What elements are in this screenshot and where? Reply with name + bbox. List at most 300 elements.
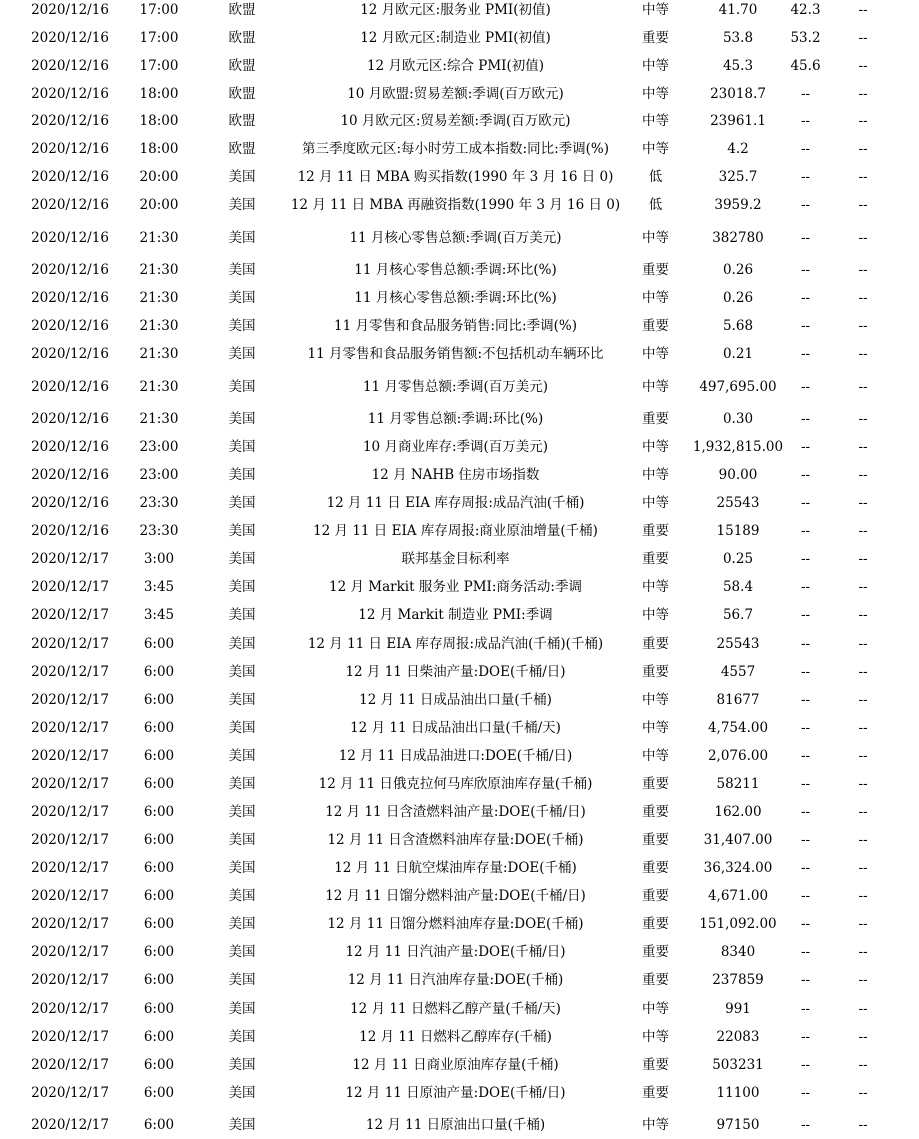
previous-value-cell: -- bbox=[858, 439, 868, 455]
actual-value-cell: 151,092.00 bbox=[699, 916, 777, 932]
table-row bbox=[0, 461, 919, 489]
time-cell: 23:00 bbox=[139, 467, 179, 483]
previous-value-cell: -- bbox=[858, 318, 868, 334]
time-cell: 23:30 bbox=[139, 495, 179, 511]
previous-value-cell: -- bbox=[858, 411, 868, 427]
importance-cell: 中等 bbox=[642, 439, 669, 455]
country-cell: 美国 bbox=[228, 346, 256, 362]
time-cell: 18:00 bbox=[139, 86, 179, 102]
event-name-cell: 12 月 11 日俄克拉何马库欣原油库存量(千桶) bbox=[318, 776, 593, 792]
table-row bbox=[0, 373, 919, 401]
country-cell: 美国 bbox=[228, 888, 256, 904]
importance-cell: 重要 bbox=[642, 1057, 669, 1073]
event-name-cell: 10 月欧元区:贸易差额:季调(百万欧元) bbox=[340, 113, 571, 129]
actual-value-cell: 3959.2 bbox=[714, 197, 762, 213]
date-cell: 2020/12/16 bbox=[31, 318, 109, 334]
actual-value-cell: 53.8 bbox=[722, 30, 754, 46]
table-row bbox=[0, 135, 919, 163]
previous-value-cell: -- bbox=[858, 636, 868, 652]
event-name-cell: 11 月核心零售总额:季调:环比(%) bbox=[354, 262, 557, 278]
event-name-cell: 12 月 11 日含渣燃料油产量:DOE(千桶/日) bbox=[325, 804, 586, 820]
forecast-value-cell: -- bbox=[800, 720, 811, 736]
table-row bbox=[0, 601, 919, 629]
country-cell: 美国 bbox=[228, 1085, 256, 1101]
country-cell: 欧盟 bbox=[228, 2, 256, 18]
date-cell: 2020/12/17 bbox=[31, 636, 109, 652]
actual-value-cell: 23961.1 bbox=[710, 113, 766, 129]
event-name-cell: 12 月欧元区:制造业 PMI(初值) bbox=[360, 30, 551, 46]
forecast-value-cell: -- bbox=[800, 916, 811, 932]
table-row bbox=[0, 24, 919, 52]
actual-value-cell: 22083 bbox=[716, 1029, 760, 1045]
forecast-value-cell: 45.6 bbox=[790, 58, 821, 74]
previous-value-cell: -- bbox=[858, 720, 868, 736]
previous-value-cell: -- bbox=[858, 776, 868, 792]
date-cell: 2020/12/16 bbox=[31, 467, 109, 483]
country-cell: 美国 bbox=[228, 720, 256, 736]
forecast-value-cell: -- bbox=[800, 86, 811, 102]
previous-value-cell: -- bbox=[858, 141, 868, 157]
time-cell: 6:00 bbox=[143, 1001, 175, 1017]
importance-cell: 重要 bbox=[642, 523, 669, 539]
country-cell: 美国 bbox=[228, 636, 256, 652]
time-cell: 6:00 bbox=[143, 748, 175, 764]
forecast-value-cell: -- bbox=[800, 748, 811, 764]
time-cell: 20:00 bbox=[139, 169, 179, 185]
forecast-value-cell: -- bbox=[800, 860, 811, 876]
date-cell: 2020/12/17 bbox=[31, 1057, 109, 1073]
importance-cell: 中等 bbox=[642, 720, 669, 736]
country-cell: 欧盟 bbox=[228, 86, 256, 102]
actual-value-cell: 15189 bbox=[716, 523, 760, 539]
importance-cell: 中等 bbox=[642, 58, 669, 74]
date-cell: 2020/12/16 bbox=[31, 379, 109, 395]
importance-cell: 重要 bbox=[642, 776, 669, 792]
table-row bbox=[0, 630, 919, 658]
date-cell: 2020/12/17 bbox=[31, 1085, 109, 1101]
previous-value-cell: -- bbox=[858, 1085, 868, 1101]
actual-value-cell: 162.00 bbox=[714, 804, 762, 820]
previous-value-cell: -- bbox=[858, 523, 868, 539]
event-name-cell: 11 月核心零售总额:季调(百万美元) bbox=[349, 230, 562, 246]
country-cell: 美国 bbox=[228, 411, 256, 427]
time-cell: 21:30 bbox=[139, 230, 179, 246]
importance-cell: 重要 bbox=[642, 804, 669, 820]
time-cell: 3:45 bbox=[143, 579, 175, 595]
previous-value-cell: -- bbox=[858, 944, 868, 960]
forecast-value-cell: 53.2 bbox=[790, 30, 821, 46]
previous-value-cell: -- bbox=[858, 916, 868, 932]
country-cell: 美国 bbox=[228, 197, 256, 213]
forecast-value-cell: -- bbox=[800, 113, 811, 129]
event-name-cell: 12 月 11 日馏分燃料油产量:DOE(千桶/日) bbox=[325, 888, 586, 904]
actual-value-cell: 4,754.00 bbox=[707, 720, 769, 736]
importance-cell: 中等 bbox=[642, 290, 669, 306]
actual-value-cell: 4,671.00 bbox=[707, 888, 769, 904]
country-cell: 美国 bbox=[228, 692, 256, 708]
importance-cell: 中等 bbox=[642, 607, 669, 623]
previous-value-cell: -- bbox=[858, 197, 868, 213]
previous-value-cell: -- bbox=[858, 748, 868, 764]
forecast-value-cell: -- bbox=[800, 495, 811, 511]
event-name-cell: 10 月商业库存:季调(百万美元) bbox=[362, 439, 549, 455]
date-cell: 2020/12/16 bbox=[31, 262, 109, 278]
country-cell: 美国 bbox=[228, 860, 256, 876]
table-row bbox=[0, 312, 919, 340]
event-name-cell: 12 月 11 日航空煤油库存量:DOE(千桶) bbox=[334, 860, 577, 876]
forecast-value-cell: -- bbox=[800, 1001, 811, 1017]
date-cell: 2020/12/16 bbox=[31, 2, 109, 18]
table-row bbox=[0, 489, 919, 517]
previous-value-cell: -- bbox=[858, 230, 868, 246]
date-cell: 2020/12/16 bbox=[31, 113, 109, 129]
forecast-value-cell: -- bbox=[800, 379, 811, 395]
actual-value-cell: 382780 bbox=[712, 230, 764, 246]
table-row bbox=[0, 938, 919, 966]
time-cell: 6:00 bbox=[143, 776, 175, 792]
event-name-cell: 12 月 Markit 制造业 PMI:季调 bbox=[358, 607, 553, 623]
time-cell: 21:30 bbox=[139, 346, 179, 362]
importance-cell: 中等 bbox=[642, 379, 669, 395]
table-row bbox=[0, 224, 919, 252]
forecast-value-cell: -- bbox=[800, 692, 811, 708]
date-cell: 2020/12/16 bbox=[31, 169, 109, 185]
country-cell: 美国 bbox=[228, 169, 256, 185]
date-cell: 2020/12/16 bbox=[31, 230, 109, 246]
time-cell: 6:00 bbox=[143, 636, 175, 652]
actual-value-cell: 81677 bbox=[716, 692, 760, 708]
table-row bbox=[0, 107, 919, 135]
event-name-cell: 11 月零售总额:季调:环比(%) bbox=[367, 411, 544, 427]
event-name-cell: 联邦基金目标利率 bbox=[401, 551, 510, 567]
actual-value-cell: 237859 bbox=[712, 972, 764, 988]
date-cell: 2020/12/17 bbox=[31, 832, 109, 848]
previous-value-cell: -- bbox=[858, 169, 868, 185]
country-cell: 美国 bbox=[228, 262, 256, 278]
forecast-value-cell: -- bbox=[800, 1117, 811, 1133]
country-cell: 美国 bbox=[228, 748, 256, 764]
time-cell: 18:00 bbox=[139, 141, 179, 157]
forecast-value-cell: -- bbox=[800, 832, 811, 848]
previous-value-cell: -- bbox=[858, 467, 868, 483]
time-cell: 23:30 bbox=[139, 523, 179, 539]
event-name-cell: 12 月 11 日 EIA 库存周报:成品汽油(千桶) bbox=[326, 495, 585, 511]
importance-cell: 中等 bbox=[642, 467, 669, 483]
previous-value-cell: -- bbox=[858, 379, 868, 395]
importance-cell: 中等 bbox=[642, 346, 669, 362]
country-cell: 美国 bbox=[228, 379, 256, 395]
forecast-value-cell: -- bbox=[800, 346, 811, 362]
country-cell: 美国 bbox=[228, 318, 256, 334]
table-row bbox=[0, 340, 919, 368]
event-name-cell: 12 月 11 日商业原油库存量(千桶) bbox=[352, 1057, 559, 1073]
actual-value-cell: 45.3 bbox=[722, 58, 754, 74]
event-name-cell: 12 月 11 日成品油出口量(千桶/天) bbox=[350, 720, 561, 736]
time-cell: 17:00 bbox=[139, 58, 179, 74]
event-name-cell: 11 月零售和食品服务销售:同比:季调(%) bbox=[334, 318, 577, 334]
date-cell: 2020/12/17 bbox=[31, 888, 109, 904]
previous-value-cell: -- bbox=[858, 2, 868, 18]
forecast-value-cell: -- bbox=[800, 888, 811, 904]
country-cell: 美国 bbox=[228, 467, 256, 483]
event-name-cell: 12 月 11 日原油产量:DOE(千桶/日) bbox=[345, 1085, 566, 1101]
table-row bbox=[0, 658, 919, 686]
importance-cell: 中等 bbox=[642, 1029, 669, 1045]
table-row bbox=[0, 966, 919, 994]
previous-value-cell: -- bbox=[858, 262, 868, 278]
table-row bbox=[0, 52, 919, 80]
actual-value-cell: 991 bbox=[725, 1001, 751, 1017]
time-cell: 20:00 bbox=[139, 197, 179, 213]
date-cell: 2020/12/16 bbox=[31, 290, 109, 306]
importance-cell: 重要 bbox=[642, 944, 669, 960]
date-cell: 2020/12/16 bbox=[31, 346, 109, 362]
country-cell: 美国 bbox=[228, 804, 256, 820]
time-cell: 6:00 bbox=[143, 1029, 175, 1045]
forecast-value-cell: -- bbox=[800, 1085, 811, 1101]
actual-value-cell: 0.21 bbox=[722, 346, 754, 362]
forecast-value-cell: -- bbox=[800, 944, 811, 960]
table-row bbox=[0, 1111, 919, 1139]
table-row bbox=[0, 882, 919, 910]
importance-cell: 中等 bbox=[642, 86, 669, 102]
country-cell: 美国 bbox=[228, 972, 256, 988]
importance-cell: 中等 bbox=[642, 1117, 669, 1133]
event-name-cell: 11 月核心零售总额:季调:环比(%) bbox=[354, 290, 557, 306]
event-name-cell: 12 月 11 日燃料乙醇产量(千桶/天) bbox=[350, 1001, 561, 1017]
forecast-value-cell: -- bbox=[800, 411, 811, 427]
country-cell: 美国 bbox=[228, 1001, 256, 1017]
time-cell: 6:00 bbox=[143, 972, 175, 988]
importance-cell: 重要 bbox=[642, 832, 669, 848]
time-cell: 17:00 bbox=[139, 2, 179, 18]
forecast-value-cell: -- bbox=[800, 972, 811, 988]
country-cell: 美国 bbox=[228, 495, 256, 511]
forecast-value-cell: -- bbox=[800, 169, 811, 185]
forecast-value-cell: -- bbox=[800, 141, 811, 157]
importance-cell: 重要 bbox=[642, 1085, 669, 1101]
actual-value-cell: 0.26 bbox=[722, 290, 754, 306]
actual-value-cell: 0.25 bbox=[722, 551, 754, 567]
date-cell: 2020/12/16 bbox=[31, 58, 109, 74]
forecast-value-cell: -- bbox=[800, 290, 811, 306]
time-cell: 6:00 bbox=[143, 944, 175, 960]
country-cell: 欧盟 bbox=[228, 141, 256, 157]
date-cell: 2020/12/17 bbox=[31, 1001, 109, 1017]
time-cell: 17:00 bbox=[139, 30, 179, 46]
country-cell: 美国 bbox=[228, 290, 256, 306]
country-cell: 美国 bbox=[228, 832, 256, 848]
actual-value-cell: 58211 bbox=[716, 776, 760, 792]
previous-value-cell: -- bbox=[858, 113, 868, 129]
event-name-cell: 12 月 11 日成品油出口量(千桶) bbox=[359, 692, 552, 708]
country-cell: 美国 bbox=[228, 579, 256, 595]
importance-cell: 重要 bbox=[642, 888, 669, 904]
time-cell: 3:00 bbox=[143, 551, 175, 567]
event-name-cell: 12 月 Markit 服务业 PMI:商务活动:季调 bbox=[329, 579, 582, 595]
event-name-cell: 12 月 11 日汽油产量:DOE(千桶/日) bbox=[345, 944, 566, 960]
importance-cell: 中等 bbox=[642, 692, 669, 708]
date-cell: 2020/12/17 bbox=[31, 551, 109, 567]
table-row bbox=[0, 284, 919, 312]
table-row bbox=[0, 826, 919, 854]
forecast-value-cell: -- bbox=[800, 467, 811, 483]
date-cell: 2020/12/16 bbox=[31, 30, 109, 46]
date-cell: 2020/12/17 bbox=[31, 860, 109, 876]
country-cell: 美国 bbox=[228, 551, 256, 567]
actual-value-cell: 97150 bbox=[716, 1117, 760, 1133]
time-cell: 21:30 bbox=[139, 262, 179, 278]
table-row bbox=[0, 405, 919, 433]
date-cell: 2020/12/17 bbox=[31, 1029, 109, 1045]
table-row bbox=[0, 686, 919, 714]
previous-value-cell: -- bbox=[858, 1001, 868, 1017]
event-name-cell: 12 月 NAHB 住房市场指数 bbox=[371, 467, 540, 483]
importance-cell: 重要 bbox=[642, 318, 669, 334]
event-name-cell: 12 月 11 日成品油进口:DOE(千桶/日) bbox=[338, 748, 573, 764]
previous-value-cell: -- bbox=[858, 579, 868, 595]
table-row bbox=[0, 256, 919, 284]
importance-cell: 重要 bbox=[642, 972, 669, 988]
time-cell: 21:30 bbox=[139, 379, 179, 395]
date-cell: 2020/12/17 bbox=[31, 1117, 109, 1133]
country-cell: 美国 bbox=[228, 1057, 256, 1073]
previous-value-cell: -- bbox=[858, 495, 868, 511]
time-cell: 21:30 bbox=[139, 290, 179, 306]
previous-value-cell: -- bbox=[858, 664, 868, 680]
event-name-cell: 第三季度欧元区:每小时劳工成本指数:同比:季调(%) bbox=[301, 141, 609, 157]
forecast-value-cell: -- bbox=[800, 262, 811, 278]
forecast-value-cell: -- bbox=[800, 439, 811, 455]
previous-value-cell: -- bbox=[858, 607, 868, 623]
table-row bbox=[0, 798, 919, 826]
table-row bbox=[0, 80, 919, 108]
previous-value-cell: -- bbox=[858, 58, 868, 74]
importance-cell: 中等 bbox=[642, 2, 669, 18]
actual-value-cell: 0.30 bbox=[722, 411, 754, 427]
table-row bbox=[0, 714, 919, 742]
time-cell: 6:00 bbox=[143, 1057, 175, 1073]
event-name-cell: 12 月 11 日汽油库存量:DOE(千桶) bbox=[347, 972, 564, 988]
actual-value-cell: 325.7 bbox=[718, 169, 758, 185]
forecast-value-cell: -- bbox=[800, 804, 811, 820]
table-row bbox=[0, 995, 919, 1023]
time-cell: 21:30 bbox=[139, 318, 179, 334]
actual-value-cell: 23018.7 bbox=[710, 86, 766, 102]
event-name-cell: 12 月欧元区:服务业 PMI(初值) bbox=[360, 2, 551, 18]
importance-cell: 中等 bbox=[642, 141, 669, 157]
importance-cell: 重要 bbox=[642, 30, 669, 46]
event-name-cell: 12 月 11 日馏分燃料油库存量:DOE(千桶) bbox=[327, 916, 584, 932]
country-cell: 美国 bbox=[228, 1029, 256, 1045]
event-name-cell: 12 月 11 日 MBA 再融资指数(1990 年 3 月 16 日 0) bbox=[290, 197, 621, 213]
table-row bbox=[0, 517, 919, 545]
actual-value-cell: 4.2 bbox=[727, 141, 749, 157]
table-row bbox=[0, 191, 919, 219]
actual-value-cell: 11100 bbox=[716, 1085, 760, 1101]
previous-value-cell: -- bbox=[858, 551, 868, 567]
actual-value-cell: 2,076.00 bbox=[707, 748, 769, 764]
actual-value-cell: 25543 bbox=[716, 495, 760, 511]
date-cell: 2020/12/17 bbox=[31, 607, 109, 623]
previous-value-cell: -- bbox=[858, 1117, 868, 1133]
importance-cell: 重要 bbox=[642, 860, 669, 876]
previous-value-cell: -- bbox=[858, 86, 868, 102]
forecast-value-cell: -- bbox=[800, 230, 811, 246]
actual-value-cell: 31,407.00 bbox=[703, 832, 773, 848]
table-row bbox=[0, 1051, 919, 1079]
table-row bbox=[0, 854, 919, 882]
previous-value-cell: -- bbox=[858, 860, 868, 876]
time-cell: 6:00 bbox=[143, 804, 175, 820]
time-cell: 23:00 bbox=[139, 439, 179, 455]
importance-cell: 中等 bbox=[642, 495, 669, 511]
event-name-cell: 12 月 11 日 EIA 库存周报:成品汽油(千桶)(千桶) bbox=[307, 636, 604, 652]
previous-value-cell: -- bbox=[858, 832, 868, 848]
time-cell: 6:00 bbox=[143, 1085, 175, 1101]
event-name-cell: 10 月欧盟:贸易差额:季调(百万欧元) bbox=[347, 86, 564, 102]
event-name-cell: 12 月 11 日燃料乙醇库存(千桶) bbox=[359, 1029, 552, 1045]
previous-value-cell: -- bbox=[858, 692, 868, 708]
country-cell: 美国 bbox=[228, 916, 256, 932]
importance-cell: 重要 bbox=[642, 664, 669, 680]
date-cell: 2020/12/17 bbox=[31, 916, 109, 932]
importance-cell: 重要 bbox=[642, 262, 669, 278]
country-cell: 美国 bbox=[228, 944, 256, 960]
time-cell: 6:00 bbox=[143, 720, 175, 736]
date-cell: 2020/12/17 bbox=[31, 748, 109, 764]
date-cell: 2020/12/16 bbox=[31, 197, 109, 213]
previous-value-cell: -- bbox=[858, 346, 868, 362]
time-cell: 21:30 bbox=[139, 411, 179, 427]
actual-value-cell: 56.7 bbox=[722, 607, 754, 623]
date-cell: 2020/12/17 bbox=[31, 804, 109, 820]
forecast-value-cell: -- bbox=[800, 664, 811, 680]
forecast-value-cell: -- bbox=[800, 1057, 811, 1073]
actual-value-cell: 4557 bbox=[720, 664, 756, 680]
date-cell: 2020/12/17 bbox=[31, 776, 109, 792]
time-cell: 6:00 bbox=[143, 1117, 175, 1133]
actual-value-cell: 58.4 bbox=[722, 579, 754, 595]
actual-value-cell: 41.70 bbox=[718, 2, 758, 18]
importance-cell: 重要 bbox=[642, 636, 669, 652]
forecast-value-cell: -- bbox=[800, 523, 811, 539]
country-cell: 美国 bbox=[228, 230, 256, 246]
importance-cell: 中等 bbox=[642, 748, 669, 764]
table-row bbox=[0, 433, 919, 461]
importance-cell: 重要 bbox=[642, 411, 669, 427]
event-name-cell: 12 月 11 日柴油产量:DOE(千桶/日) bbox=[345, 664, 566, 680]
date-cell: 2020/12/16 bbox=[31, 86, 109, 102]
country-cell: 美国 bbox=[228, 776, 256, 792]
event-name-cell: 11 月零售总额:季调(百万美元) bbox=[362, 379, 549, 395]
date-cell: 2020/12/16 bbox=[31, 439, 109, 455]
time-cell: 6:00 bbox=[143, 692, 175, 708]
country-cell: 欧盟 bbox=[228, 113, 256, 129]
time-cell: 18:00 bbox=[139, 113, 179, 129]
importance-cell: 中等 bbox=[642, 1001, 669, 1017]
actual-value-cell: 497,695.00 bbox=[699, 379, 777, 395]
country-cell: 美国 bbox=[228, 607, 256, 623]
date-cell: 2020/12/16 bbox=[31, 411, 109, 427]
actual-value-cell: 0.26 bbox=[722, 262, 754, 278]
country-cell: 欧盟 bbox=[228, 30, 256, 46]
table-row bbox=[0, 1023, 919, 1051]
importance-cell: 低 bbox=[648, 169, 663, 185]
country-cell: 美国 bbox=[228, 664, 256, 680]
previous-value-cell: -- bbox=[858, 972, 868, 988]
actual-value-cell: 503231 bbox=[712, 1057, 764, 1073]
